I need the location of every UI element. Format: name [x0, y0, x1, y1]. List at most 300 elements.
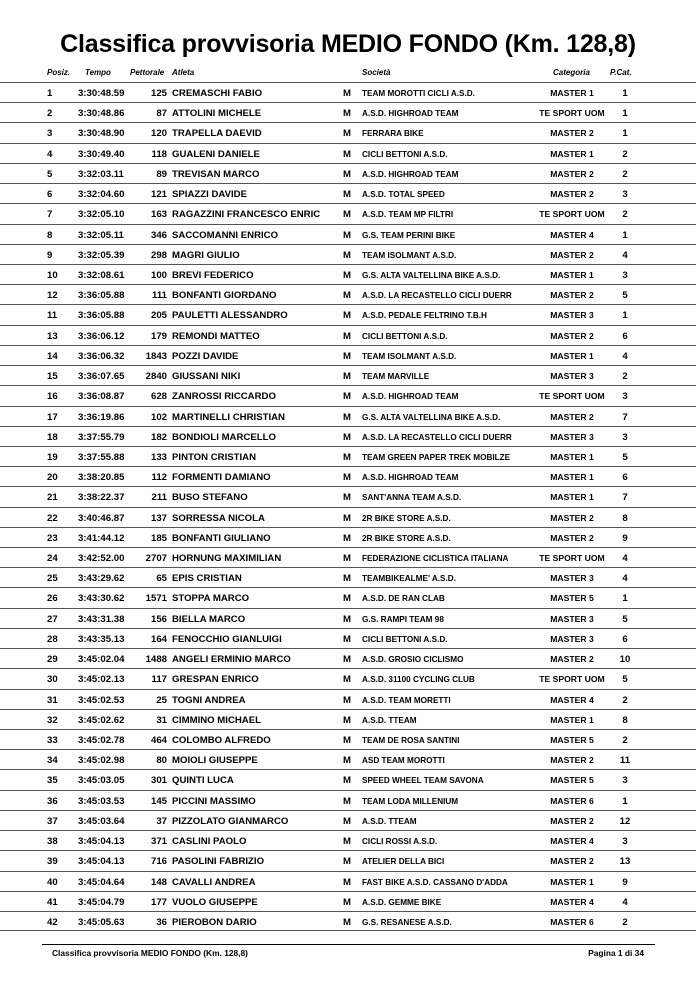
position-cell: 34 [47, 755, 58, 767]
bib-cell: 182 [150, 431, 167, 443]
position-cell: 40 [47, 876, 58, 888]
category-position-cell: 5 [622, 613, 628, 625]
table-row [0, 567, 696, 587]
category-cell: TE SPORT UOM [539, 108, 605, 119]
table-row [0, 871, 696, 891]
athlete-cell: EPIS CRISTIAN [172, 573, 242, 585]
table-row [0, 143, 696, 163]
time-cell: 3:45:02.53 [78, 694, 125, 706]
category-position-cell: 8 [622, 512, 628, 524]
time-cell: 3:45:02.98 [78, 755, 125, 767]
bib-cell: 628 [150, 391, 167, 403]
time-cell: 3:36:06.32 [78, 350, 125, 362]
society-cell: G.S. ALTA VALTELLINA BIKE A.S.D. [362, 412, 501, 422]
time-cell: 3:36:19.86 [78, 411, 125, 423]
table-row [0, 810, 696, 830]
athlete-cell: PASOLINI FABRIZIO [172, 856, 265, 868]
category-cell: MASTER 6 [550, 916, 594, 927]
society-cell: G.S. TEAM PERINI BIKE [362, 230, 456, 240]
position-cell: 10 [47, 269, 58, 281]
society-cell: CICLI BETTONI A.S.D. [362, 634, 448, 644]
bib-cell: 177 [150, 896, 167, 908]
header-category-position: P.Cat. [610, 68, 632, 77]
society-cell: CICLI BETTONI A.S.D. [362, 149, 448, 159]
time-cell: 3:45:03.05 [78, 775, 125, 787]
category-cell: MASTER 4 [550, 229, 594, 240]
category-position-cell: 8 [622, 714, 628, 726]
bib-cell: 371 [150, 836, 167, 848]
sex-cell: M [343, 553, 351, 565]
society-cell: TEAM MOROTTI CICLI A.S.D. [362, 89, 475, 98]
position-cell: 16 [47, 391, 58, 403]
time-cell: 3:32:05.10 [78, 209, 125, 221]
sex-cell: M [343, 492, 351, 504]
sex-cell: M [343, 128, 351, 140]
table-row [0, 426, 696, 446]
table-row [0, 830, 696, 850]
category-position-cell: 6 [622, 472, 628, 484]
sex-cell: M [343, 775, 351, 787]
category-position-cell: 3 [622, 391, 628, 403]
sex-cell: M [343, 451, 351, 463]
athlete-cell: TREVISAN MARCO [172, 168, 260, 180]
category-position-cell: 4 [622, 553, 628, 565]
category-position-cell: 1 [622, 593, 628, 605]
position-cell: 39 [47, 856, 58, 868]
position-cell: 2 [47, 108, 53, 120]
table-row [0, 769, 696, 789]
category-position-cell: 5 [622, 674, 628, 686]
table-row [0, 587, 696, 607]
bib-cell: 89 [156, 168, 167, 180]
table-row [0, 749, 696, 769]
table-row [0, 628, 696, 648]
time-cell: 3:45:04.13 [78, 836, 125, 848]
sex-cell: M [343, 674, 351, 686]
header-category: Categoria [553, 68, 590, 77]
table-row [0, 325, 696, 345]
category-position-cell: 1 [622, 795, 628, 807]
position-cell: 15 [47, 371, 58, 383]
society-cell: FAST BIKE A.S.D. CASSANO D'ADDA [362, 877, 508, 887]
category-position-cell: 4 [622, 573, 628, 585]
time-cell: 3:43:30.62 [78, 593, 125, 605]
category-cell: MASTER 1 [550, 350, 594, 361]
category-cell: MASTER 4 [550, 694, 594, 705]
category-position-cell: 2 [622, 148, 628, 160]
athlete-cell: CREMASCHI FABIO [172, 88, 263, 99]
position-cell: 20 [47, 472, 58, 484]
category-cell: MASTER 2 [550, 128, 594, 139]
time-cell: 3:30:49.40 [78, 148, 125, 160]
bib-cell: 163 [150, 209, 167, 221]
sex-cell: M [343, 532, 351, 544]
table-row [0, 648, 696, 668]
table-row [0, 547, 696, 567]
category-cell: MASTER 5 [550, 775, 594, 786]
athlete-cell: MARTINELLI CHRISTIAN [172, 411, 285, 423]
sex-cell: M [343, 330, 351, 342]
society-cell: TEAM DE ROSA SANTINI [362, 736, 460, 745]
table-row [0, 102, 696, 122]
category-position-cell: 5 [622, 451, 628, 463]
table-row [0, 203, 696, 223]
category-position-cell: 4 [622, 350, 628, 362]
athlete-cell: ZANROSSI RICCARDO [172, 391, 276, 403]
athlete-cell: STOPPA MARCO [172, 593, 250, 605]
time-cell: 3:42:52.00 [78, 553, 125, 565]
athlete-cell: PICCINI MASSIMO [172, 795, 256, 807]
bib-cell: 205 [150, 310, 167, 322]
time-cell: 3:32:08.61 [78, 269, 125, 281]
table-row [0, 304, 696, 324]
position-cell: 8 [47, 229, 53, 241]
sex-cell: M [343, 431, 351, 443]
position-cell: 17 [47, 411, 58, 423]
society-cell: FERRARA BIKE [362, 129, 424, 139]
table-row [0, 122, 696, 142]
results-table [0, 82, 696, 931]
category-position-cell: 5 [622, 290, 628, 302]
position-cell: 37 [47, 815, 58, 827]
society-cell: A.S.D. HIGHROAD TEAM [362, 169, 459, 179]
table-row [0, 790, 696, 810]
athlete-cell: POZZI DAVIDE [172, 350, 239, 362]
bib-cell: 111 [152, 290, 167, 302]
sex-cell: M [343, 654, 351, 666]
athlete-cell: GUALENI DANIELE [172, 148, 260, 160]
category-position-cell: 2 [622, 735, 628, 746]
page-title: Classifica provvisoria MEDIO FONDO (Km. 128,8) [60, 30, 636, 58]
time-cell: 3:30:48.59 [78, 88, 125, 99]
time-cell: 3:45:02.04 [78, 654, 125, 666]
bib-cell: 87 [156, 108, 167, 120]
society-cell: TEAM ISOLMANT A.S.D. [362, 250, 457, 260]
position-cell: 3 [47, 128, 53, 140]
society-cell: A.S.D. HIGHROAD TEAM [362, 392, 459, 402]
position-cell: 30 [47, 674, 58, 686]
sex-cell: M [343, 88, 351, 99]
time-cell: 3:32:03.11 [78, 168, 124, 180]
time-cell: 3:45:02.62 [78, 714, 125, 726]
sex-cell: M [343, 168, 351, 180]
category-position-cell: 1 [622, 310, 628, 322]
bib-cell: 133 [150, 451, 167, 463]
position-cell: 14 [47, 350, 58, 362]
time-cell: 3:45:05.63 [78, 916, 125, 928]
category-position-cell: 1 [622, 229, 628, 241]
position-cell: 6 [47, 189, 53, 201]
time-cell: 3:36:05.88 [78, 290, 125, 302]
category-position-cell: 9 [622, 876, 628, 888]
time-cell: 3:30:48.86 [78, 108, 125, 120]
category-cell: MASTER 2 [550, 815, 594, 826]
time-cell: 3:32:04.60 [78, 189, 125, 201]
table-row [0, 224, 696, 244]
society-cell: A.S.D. TEAM MP FILTRI [362, 210, 454, 220]
table-row [0, 345, 696, 365]
position-cell: 32 [47, 714, 58, 726]
bib-cell: 2707 [145, 553, 167, 565]
table-row [0, 406, 696, 426]
category-position-cell: 2 [622, 694, 628, 706]
bib-cell: 25 [156, 694, 167, 706]
position-cell: 42 [47, 916, 58, 928]
table-row [0, 486, 696, 506]
category-position-cell: 2 [622, 916, 628, 928]
athlete-cell: MAGRI GIULIO [172, 249, 240, 261]
category-position-cell: 6 [622, 633, 628, 645]
athlete-cell: BONFANTI GIORDANO [172, 290, 277, 302]
bib-cell: 37 [156, 815, 167, 827]
athlete-cell: GRESPAN ENRICO [172, 674, 259, 686]
position-cell: 5 [47, 168, 53, 180]
category-position-cell: 7 [622, 411, 628, 423]
sex-cell: M [343, 108, 351, 120]
category-position-cell: 12 [619, 815, 631, 827]
society-cell: G.S. RESANESE A.S.D. [362, 917, 452, 927]
sex-cell: M [343, 371, 351, 383]
category-position-cell: 1 [622, 108, 628, 120]
sex-cell: M [343, 148, 351, 160]
table-row [0, 284, 696, 304]
bib-cell: 164 [150, 633, 167, 645]
category-position-cell: 2 [622, 168, 628, 180]
society-cell: G.S. RAMPI TEAM 98 [362, 614, 444, 624]
category-cell: MASTER 1 [550, 451, 594, 462]
athlete-cell: BIELLA MARCO [172, 613, 246, 625]
athlete-cell: BREVI FEDERICO [172, 269, 254, 281]
bib-cell: 185 [150, 532, 167, 544]
time-cell: 3:30:48.90 [78, 128, 125, 140]
table-row [0, 365, 696, 385]
category-cell: MASTER 2 [550, 411, 594, 422]
category-cell: MASTER 1 [550, 472, 594, 483]
athlete-cell: PINTON CRISTIAN [172, 451, 257, 463]
position-cell: 23 [47, 532, 58, 544]
bib-cell: 145 [150, 795, 167, 807]
society-cell: A.S.D. PEDALE FELTRINO T.B.H [362, 311, 487, 321]
category-cell: MASTER 5 [550, 735, 594, 745]
category-cell: MASTER 4 [550, 836, 594, 847]
position-cell: 21 [47, 492, 58, 504]
society-cell: A.S.D. GROSIO CICLISMO [362, 655, 464, 665]
time-cell: 3:45:04.64 [78, 876, 125, 888]
position-cell: 29 [47, 654, 58, 666]
time-cell: 3:38:20.85 [78, 472, 125, 484]
table-row [0, 446, 696, 466]
sex-cell: M [343, 633, 351, 645]
position-cell: 9 [47, 249, 53, 261]
bib-cell: 211 [151, 492, 167, 504]
bib-cell: 112 [151, 472, 167, 484]
category-position-cell: 13 [619, 856, 631, 868]
time-cell: 3:45:02.13 [78, 674, 125, 686]
society-cell: TEAM MARVILLE [362, 372, 430, 382]
table-row [0, 689, 696, 709]
category-position-cell: 2 [622, 371, 628, 383]
category-position-cell: 3 [622, 775, 628, 787]
athlete-cell: CIMMINO MICHAEL [172, 714, 261, 726]
time-cell: 3:36:06.12 [78, 330, 125, 342]
society-cell: CICLI BETTONI A.S.D. [362, 331, 448, 341]
society-cell: FEDERAZIONE CICLISTICA ITALIANA [362, 554, 509, 564]
athlete-cell: SPIAZZI DAVIDE [172, 189, 247, 201]
bib-cell: 121 [150, 189, 167, 201]
time-cell: 3:37:55.88 [78, 451, 125, 463]
table-row [0, 709, 696, 729]
bib-cell: 31 [156, 714, 167, 726]
category-position-cell: 3 [622, 431, 628, 443]
category-position-cell: 2 [622, 209, 628, 221]
bib-cell: 2840 [145, 371, 167, 383]
sex-cell: M [343, 795, 351, 807]
category-cell: MASTER 3 [550, 633, 594, 644]
athlete-cell: COLOMBO ALFREDO [172, 735, 271, 746]
society-cell: A.S.D. GEMME BIKE [362, 897, 442, 907]
sex-cell: M [343, 593, 351, 605]
athlete-cell: TOGNI ANDREA [172, 694, 246, 706]
time-cell: 3:36:08.87 [78, 391, 125, 403]
sex-cell: M [343, 573, 351, 585]
table-row [0, 183, 696, 203]
category-position-cell: 4 [622, 896, 628, 908]
table-row [0, 891, 696, 911]
table-row [0, 527, 696, 547]
category-position-cell: 7 [622, 492, 628, 504]
athlete-cell: QUINTI LUCA [172, 775, 234, 787]
category-cell: MASTER 2 [550, 856, 594, 867]
bib-cell: 117 [151, 674, 167, 686]
sex-cell: M [343, 290, 351, 302]
time-cell: 3:43:35.13 [78, 633, 125, 645]
category-position-cell: 10 [619, 654, 631, 666]
bib-cell: 102 [150, 411, 167, 423]
position-cell: 11 [47, 310, 58, 322]
time-cell: 3:32:05.39 [78, 249, 125, 261]
position-cell: 35 [47, 775, 58, 787]
table-row [0, 911, 696, 931]
category-cell: TE SPORT UOM [539, 553, 605, 564]
bib-cell: 120 [150, 128, 167, 140]
category-cell: MASTER 2 [550, 755, 594, 766]
category-cell: MASTER 3 [550, 310, 594, 321]
bib-cell: 179 [150, 330, 167, 342]
society-cell: CICLI ROSSI A.S.D. [362, 837, 438, 847]
bib-cell: 148 [150, 876, 167, 888]
time-cell: 3:45:04.13 [78, 856, 125, 868]
athlete-cell: GIUSSANI NIKI [172, 371, 241, 383]
position-cell: 38 [47, 836, 58, 848]
category-cell: MASTER 1 [550, 148, 594, 159]
sex-cell: M [343, 876, 351, 888]
time-cell: 3:43:29.62 [78, 573, 125, 585]
sex-cell: M [343, 391, 351, 403]
athlete-cell: PIZZOLATO GIANMARCO [172, 815, 289, 827]
bib-cell: 346 [150, 229, 167, 241]
table-row [0, 850, 696, 870]
bib-cell: 464 [150, 735, 167, 746]
category-cell: MASTER 2 [550, 532, 594, 543]
page-number: Pagina 1 di 34 [588, 948, 644, 958]
society-cell: A.S.D. DE RAN CLAB [362, 594, 445, 604]
position-cell: 1 [47, 88, 53, 99]
category-cell: MASTER 4 [550, 896, 594, 907]
category-cell: MASTER 2 [550, 290, 594, 301]
sex-cell: M [343, 472, 351, 484]
time-cell: 3:37:55.79 [78, 431, 125, 443]
athlete-cell: FORMENTI DAMIANO [172, 472, 271, 484]
time-cell: 3:45:02.78 [78, 735, 125, 746]
table-row [0, 466, 696, 486]
footer-divider [42, 944, 655, 945]
sex-cell: M [343, 269, 351, 281]
society-cell: TEAM ISOLMANT A.S.D. [362, 351, 457, 361]
society-cell: A.S.D. TTEAM [362, 816, 417, 826]
position-cell: 25 [47, 573, 58, 585]
sex-cell: M [343, 755, 351, 767]
time-cell: 3:45:04.79 [78, 896, 125, 908]
bib-cell: 716 [150, 856, 167, 868]
society-cell: A.S.D. HIGHROAD TEAM [362, 109, 459, 119]
category-cell: MASTER 2 [550, 330, 594, 341]
sex-cell: M [343, 896, 351, 908]
sex-cell: M [343, 512, 351, 524]
table-row [0, 729, 696, 749]
athlete-cell: HORNUNG MAXIMILIAN [172, 553, 282, 565]
bib-cell: 125 [150, 88, 167, 99]
bib-cell: 118 [151, 148, 167, 160]
table-row [0, 668, 696, 688]
category-cell: TE SPORT UOM [539, 674, 605, 685]
society-cell: 2R BIKE STORE A.S.D. [362, 513, 451, 523]
society-cell: A.S.D. 31100 CYCLING CLUB [362, 675, 475, 685]
athlete-cell: TRAPELLA DAEVID [172, 128, 262, 140]
athlete-cell: ATTOLINI MICHELE [172, 108, 262, 120]
time-cell: 3:45:03.53 [78, 795, 125, 807]
category-cell: MASTER 6 [550, 795, 594, 806]
athlete-cell: MOIOLI GIUSEPPE [172, 755, 258, 767]
athlete-cell: BONDIOLI MARCELLO [172, 431, 276, 443]
bib-cell: 65 [156, 573, 167, 585]
category-cell: MASTER 3 [550, 371, 594, 382]
category-cell: MASTER 1 [550, 269, 594, 280]
time-cell: 3:45:03.64 [78, 815, 125, 827]
athlete-cell: SORRESSA NICOLA [172, 512, 265, 524]
header-time: Tempo [85, 68, 111, 77]
society-cell: A.S.D. HIGHROAD TEAM [362, 473, 459, 483]
position-cell: 7 [47, 209, 53, 221]
header-society: Società [362, 68, 391, 77]
category-position-cell: 11 [619, 755, 631, 767]
time-cell: 3:32:05.11 [78, 229, 124, 241]
category-cell: TE SPORT UOM [539, 209, 605, 220]
category-position-cell: 1 [622, 88, 628, 99]
society-cell: ATELIER DELLA BICI [362, 857, 445, 867]
sex-cell: M [343, 189, 351, 201]
sex-cell: M [343, 350, 351, 362]
header-position: Posiz. [47, 68, 71, 77]
sex-cell: M [343, 310, 351, 322]
athlete-cell: SACCOMANNI ENRICO [172, 229, 279, 241]
time-cell: 3:43:31.38 [78, 613, 125, 625]
sex-cell: M [343, 836, 351, 848]
position-cell: 33 [47, 735, 58, 746]
athlete-cell: FENOCCHIO GIANLUIGI [172, 633, 282, 645]
time-cell: 3:38:22.37 [78, 492, 125, 504]
time-cell: 3:41:44.12 [78, 532, 125, 544]
society-cell: TEAMBIKEALME' A.S.D. [362, 574, 456, 584]
